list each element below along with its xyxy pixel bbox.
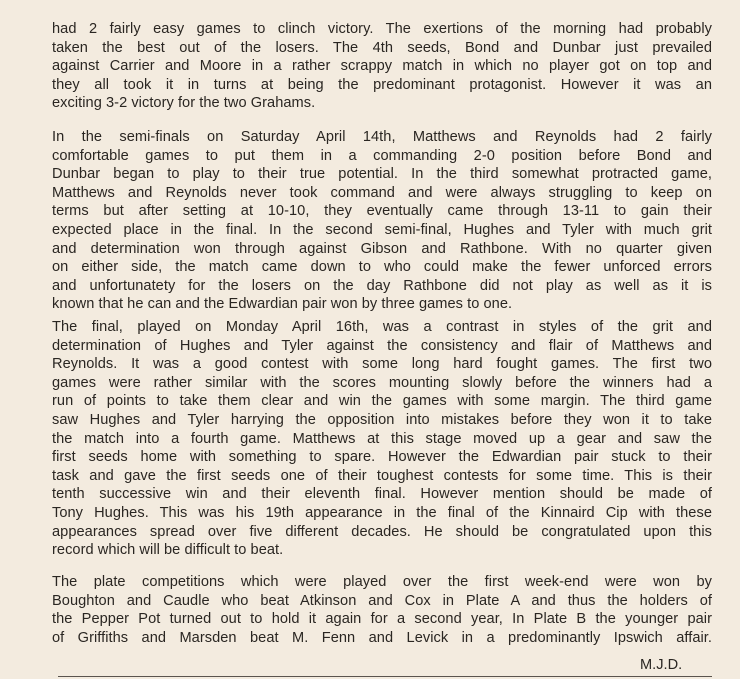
paragraph-quarter-final-summary [52, 20, 712, 113]
text-line: determination of Hughes and Tyler against the consistency and flair of Matthews and [52, 337, 712, 354]
text-line: terms but after setting at 10-10, they eventually came through 13-11 to gain their [52, 203, 712, 220]
text-line: on either side, the match came down to who could make the fewer unforced errors [52, 259, 712, 276]
text-line: Boughton and Caudle who beat Atkinson and Cox in Plate A and thus the holders of [52, 592, 712, 609]
text-line: the match into a fourth game. Matthews at this stage moved up a gear and saw the [52, 430, 712, 447]
paragraph-final [52, 318, 712, 560]
text-line: of Griffiths and Marsden beat M. Fenn and Levick in a predominantly Ipswich affair. [52, 629, 712, 646]
text-line: Dunbar began to play to their true potential. In the third somewhat protracted game, [52, 166, 712, 183]
text-line: comfortable games to put them in a commanding 2-0 position before Bond and [52, 147, 712, 164]
text-line: Matthews and Reynolds never took command and were always struggling to keep on [52, 184, 712, 201]
bottom-divider [58, 676, 712, 677]
text-line: had 2 fairly easy games to clinch victory. The exertions of the morning had probably [52, 21, 712, 37]
text-line: against Carrier and Moore in a rather scrappy match in which no player got on top and [52, 58, 712, 75]
text-line: appearances spread over five different decades. He should be congratulated upon this [52, 523, 712, 540]
text-line: and unfortunatety for the losers on the day Rathbone did not play as well as it is [52, 277, 712, 294]
text-line: record which will be difficult to beat. [52, 542, 284, 559]
text-line: run of points to take them clear and win the games with some margin. The third game [52, 393, 712, 410]
text-line: expected place in the final. In the second semi-final, Hughes and Tyler with much grit [52, 221, 712, 238]
text-line: In the semi-finals on Saturday April 14th, Matthews and Reynolds had 2 fairly [52, 129, 712, 145]
text-line: and determination won through against Gibson and Rathbone. With no quarter given [52, 240, 712, 257]
text-line: The plate competitions which were played over the first week-end were won by [52, 574, 712, 590]
text-line: Tony Hughes. This was his 19th appearance in the final of the Kinnaird Cip with these [52, 504, 712, 521]
text-line: task and gave the first seeds one of their toughest contests for some time. This is their [52, 467, 712, 484]
text-line: they all took it in turns at being the predominant protagonist. However it was an [52, 76, 712, 93]
paragraph-semi-finals [52, 128, 712, 314]
text-line: first seeds home with something to spare. However the Edwardian pair stuck to their [52, 449, 712, 466]
author-signature: M.J.D. [640, 657, 683, 673]
text-line: taken the best out of the losers. The 4th seeds, Bond and Dunbar just prevailed [52, 39, 712, 56]
text-line: games were rather similar with the scores mounting slowly before the winners had a [52, 374, 712, 391]
paragraph-plate-competitions [52, 573, 712, 647]
text-line: The final, played on Monday April 16th, was a contrast in styles of the grit and [52, 319, 712, 335]
text-line: tenth successive win and their eleventh final. However mention should be made of [52, 486, 712, 503]
text-line: the Pepper Pot turned out to hold it again for a second year, In Plate B the younger pair [52, 611, 712, 628]
text-line: Reynolds. It was a good contest with some long hard fought games. The first two [52, 356, 712, 373]
text-line: known that he can and the Edwardian pair won by three games to one. [52, 296, 513, 313]
text-line: saw Hughes and Tyler harrying the opposition into mistakes before they won it to take [52, 411, 712, 428]
text-line: exciting 3-2 victory for the two Grahams. [52, 95, 316, 112]
